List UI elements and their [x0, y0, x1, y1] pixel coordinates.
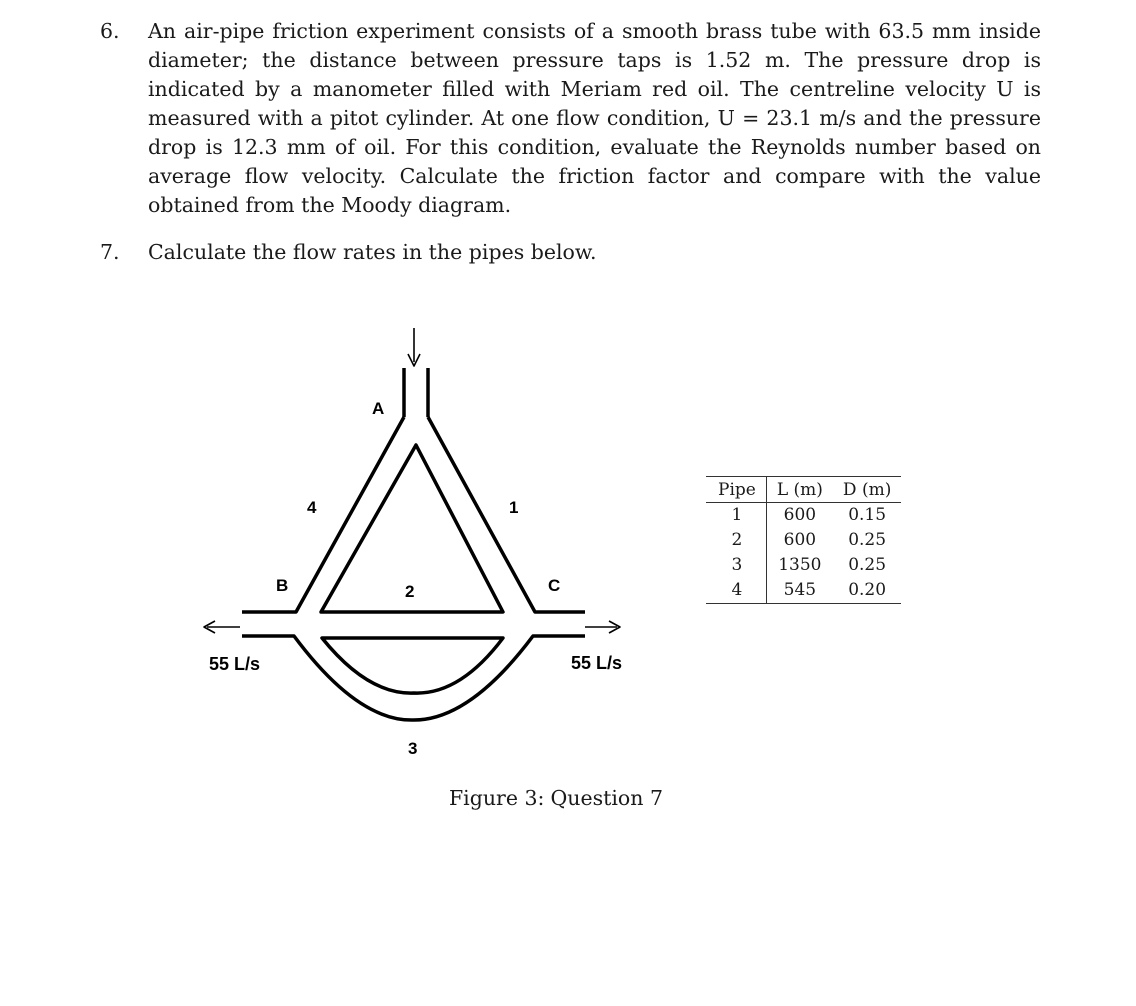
table-cell: 1350	[778, 555, 822, 575]
table-cell: 600	[783, 505, 817, 525]
table-cell: 600	[783, 530, 817, 550]
pipe-4-outer-wall	[242, 417, 404, 612]
table-row	[706, 528, 901, 553]
table-cell: 0.20	[848, 580, 887, 600]
pipe-3-outer-wall	[242, 636, 585, 720]
pipe-network-diagram	[190, 320, 650, 770]
pipe-label-2: 2	[405, 582, 415, 601]
caption-text: Question 7	[550, 786, 664, 810]
pipe-label-3: 3	[408, 739, 418, 758]
table-row	[706, 553, 901, 578]
question-text: Calculate the flow rates in the pipes below.	[148, 240, 597, 264]
table-cell: 3	[706, 553, 766, 578]
table-cell: 4	[706, 578, 766, 604]
pipe-label-1: 1	[509, 498, 519, 517]
table-header-row	[706, 477, 901, 503]
node-label-b: B	[276, 576, 289, 595]
pipe-data-table	[706, 476, 901, 604]
column-header-pipe: Pipe	[706, 477, 766, 503]
table-cell: 2	[706, 528, 766, 553]
table-row	[706, 578, 901, 604]
flow-label-left: 55 L/s	[209, 654, 261, 674]
question-text: An air-pipe friction experiment consists of a smooth brass tube with 63.5 mm inside diameter; the distance between pressure taps is 1.52 m. The pressure drop is indicated by a manometer filled with Meriam red oil. The centreline velocity U is measured with a pitot cylinder. At one flow condition, U = 23.1 m/s and the pressure drop is 12.3 mm of oil. For this condition, evaluate the Reynolds number based on average flow velocity. Calculate the friction factor and compare with the value obtained from the Moody diagram.	[148, 19, 1041, 217]
caption-prefix: Figure 3:	[448, 786, 545, 810]
column-header-length: L (m)	[766, 477, 833, 503]
pipe-label-4: 4	[307, 498, 317, 517]
pipe-3-inner-wall	[322, 638, 503, 693]
table-cell: 545	[783, 580, 817, 600]
table-cell: 0.25	[848, 555, 887, 575]
table-row	[706, 503, 901, 529]
question-number: 6.	[100, 19, 120, 43]
node-label-a: A	[372, 399, 385, 418]
column-header-diameter: D (m)	[833, 477, 901, 503]
table-cell: 0.15	[848, 505, 887, 525]
question-number: 7.	[100, 240, 120, 264]
node-label-c: C	[548, 576, 561, 595]
table-cell: 1	[706, 503, 766, 529]
figure-caption	[0, 786, 1118, 810]
flow-label-right: 55 L/s	[571, 653, 623, 673]
table-cell: 0.25	[848, 530, 887, 550]
